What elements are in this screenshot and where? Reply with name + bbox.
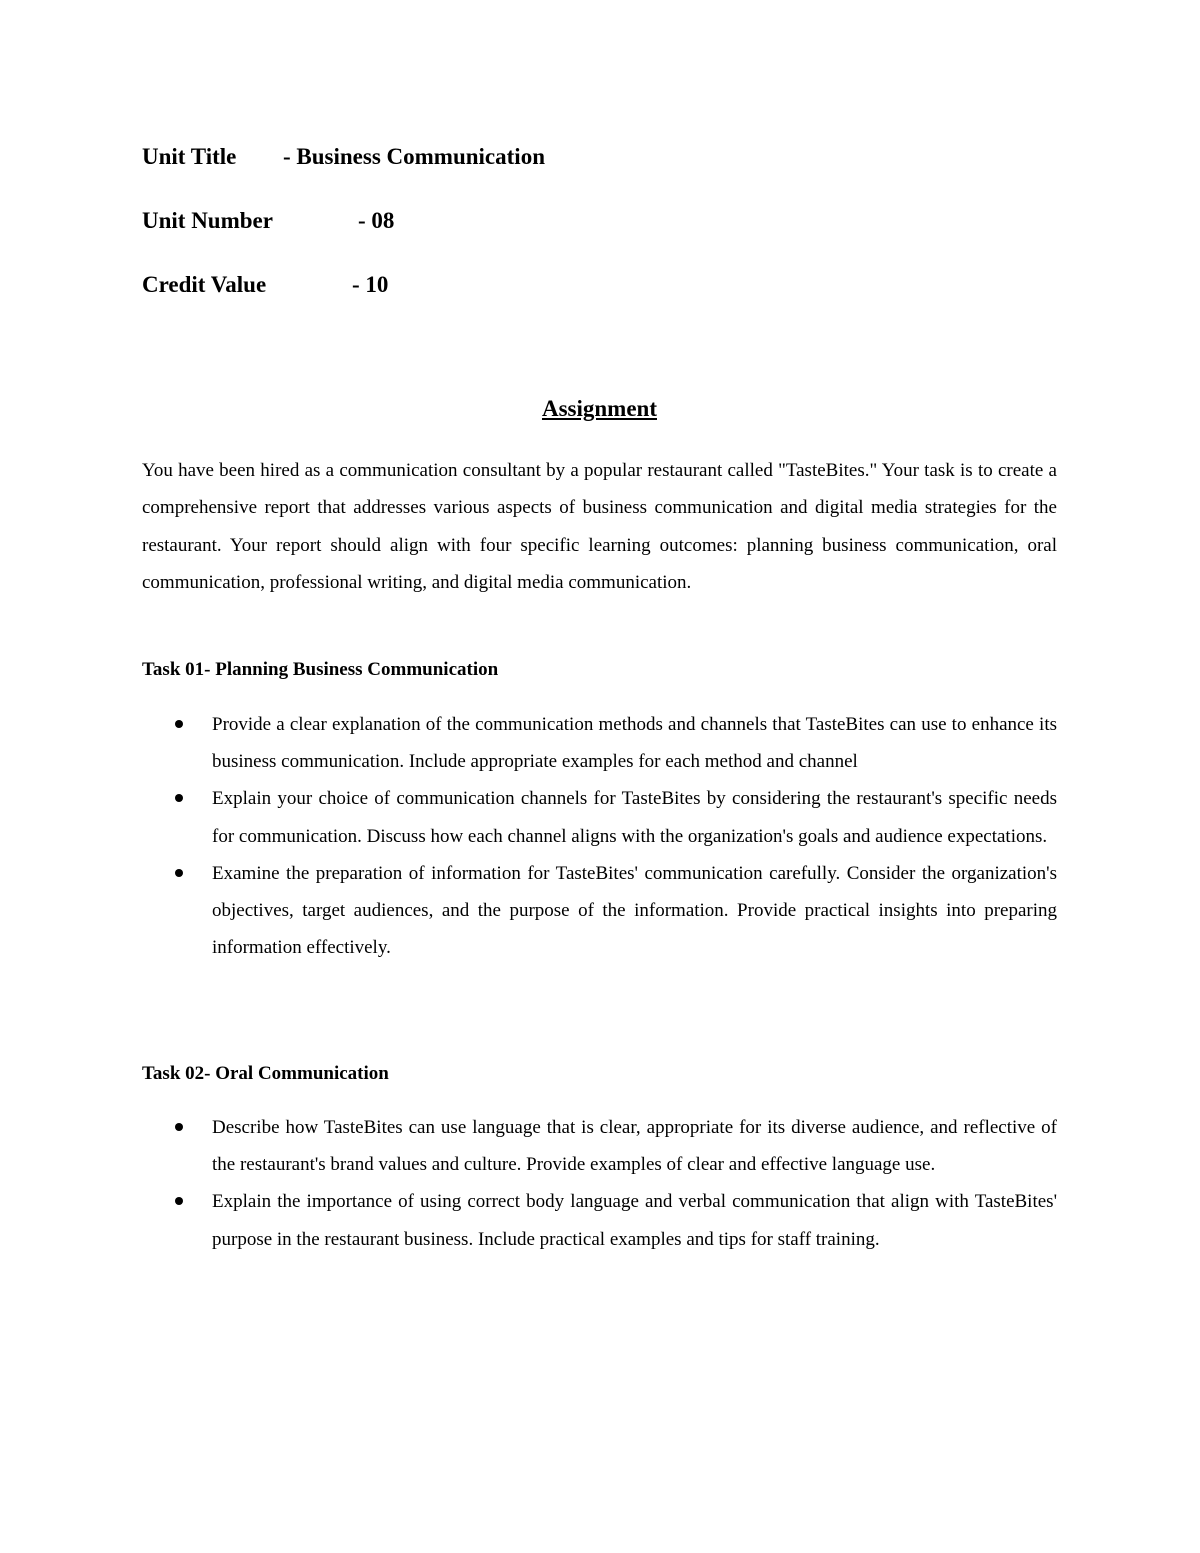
bullet-dot-icon — [175, 869, 183, 877]
bullet-dot-icon — [175, 794, 183, 802]
bullet-dot-icon — [175, 1197, 183, 1205]
credit-value-value: - 10 — [352, 272, 389, 297]
document-page — [142, 0, 1057, 1553]
list-item-text: Explain the importance of using correct body language and verbal communication that align with TasteBites' purpose in the restaurant business. Include practical examples and tips for staff training. — [212, 1191, 1057, 1250]
unit-title-row — [142, 144, 545, 170]
assignment-intro: You have been hired as a communication consultant by a popular restaurant called "TasteBites." Your task is to create a comprehensive report that addresses various aspects of business communication and digital media strategies for the restaurant. Your report should align with four specific learning outcomes: planning business communication, oral communication, professional writing, and digital media communication. — [142, 460, 1057, 593]
assignment-heading: Assignment — [541, 396, 657, 421]
task-02-title: Task 02- Oral Communication — [142, 1063, 389, 1084]
list-item-text: Explain your choice of communication channels for TasteBites by considering the restaurant's specific needs for communication. Discuss how each channel aligns with the organization's goals and audience expectations. — [212, 788, 1057, 847]
list-item — [142, 1183, 1057, 1257]
list-item — [142, 1109, 1057, 1183]
list-item — [142, 855, 1057, 967]
credit-value-label: Credit Value — [142, 272, 267, 297]
task-02-bullet-list — [142, 1109, 1057, 1258]
list-item — [142, 706, 1057, 780]
unit-title-label: Unit Title — [142, 144, 237, 169]
list-item-text: Provide a clear explanation of the communication methods and channels that TasteBites can use to enhance its business communication. Include appropriate examples for each method and channel — [212, 714, 1057, 773]
list-item — [142, 780, 1057, 854]
credit-value-row — [142, 272, 389, 298]
bullet-dot-icon — [175, 720, 183, 728]
bullet-dot-icon — [175, 1123, 183, 1131]
unit-number-row — [142, 208, 395, 234]
task-01-title: Task 01- Planning Business Communication — [142, 659, 499, 680]
unit-number-value: - 08 — [358, 208, 395, 233]
unit-number-label: Unit Number — [142, 208, 273, 233]
task-01-bullet-list — [142, 706, 1057, 966]
list-item-text: Examine the preparation of information for TasteBites' communication carefully. Consider the organization's objectives, target audiences, and the purpose of the information. Provide practical insights into preparing information effectively. — [212, 862, 1057, 959]
list-item-text: Describe how TasteBites can use language that is clear, appropriate for its diverse audience, and reflective of the restaurant's brand values and culture. Provide examples of clear and effective language use. — [212, 1117, 1057, 1176]
unit-title-value: - Business Communication — [283, 144, 545, 169]
